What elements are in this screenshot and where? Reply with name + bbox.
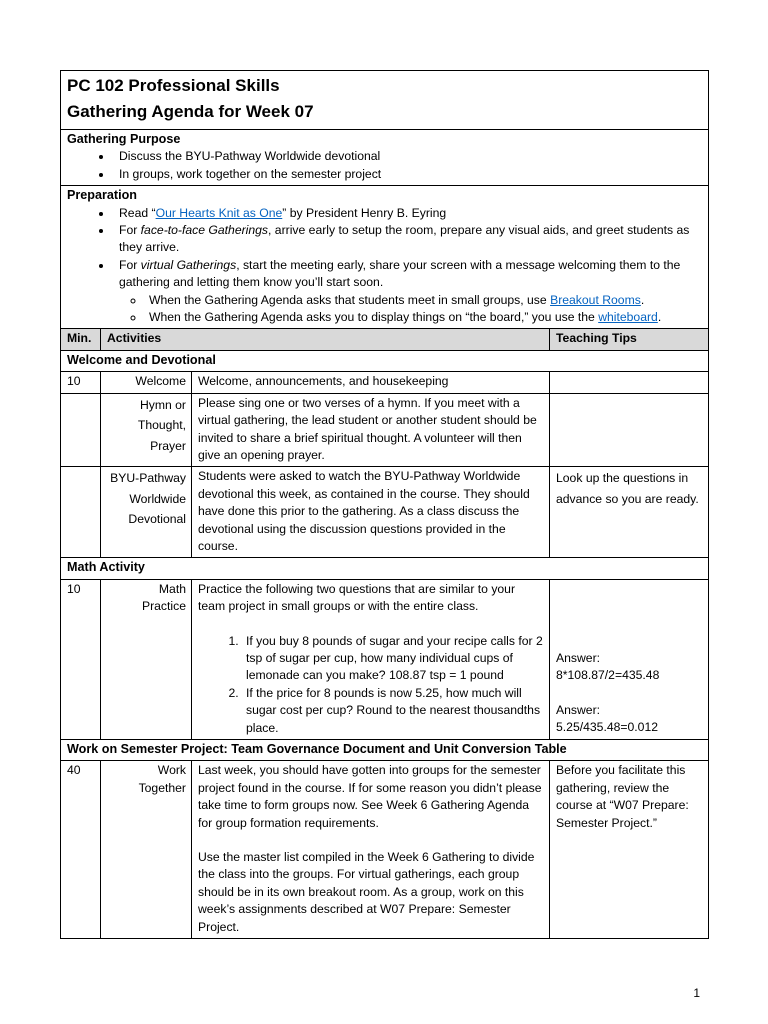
section-row — [61, 558, 709, 579]
teaching-tip: Look up the questions in advance so you are ready. — [550, 467, 709, 558]
spacer — [556, 581, 703, 650]
header-min: Min. — [61, 329, 101, 350]
breakout-rooms-link[interactable]: Breakout Rooms — [550, 292, 641, 307]
minutes-cell — [61, 467, 101, 558]
text-span: For — [119, 257, 141, 272]
section-row — [61, 740, 709, 761]
minutes-cell — [61, 393, 101, 467]
math-section-title: Math Activity — [61, 558, 709, 579]
label-line: Hymn or — [139, 397, 186, 412]
spacer — [198, 832, 544, 849]
welcome-section-title: Welcome and Devotional — [61, 350, 709, 371]
preparation-item-virtual — [113, 257, 703, 327]
table-row — [61, 467, 709, 558]
text-span: When the Gathering Agenda asks you to display things on “the board,” you use the — [149, 310, 599, 325]
activity-text: Welcome, announcements, and housekeeping — [192, 372, 550, 393]
title-row — [61, 71, 709, 130]
whiteboard-link[interactable]: whiteboard — [598, 310, 658, 325]
teaching-tip — [550, 579, 709, 739]
emphasis-text: virtual Gatherings — [140, 257, 237, 272]
minutes-cell: 40 — [61, 761, 101, 939]
header-activities: Activities — [101, 329, 550, 350]
document-title — [61, 71, 709, 130]
text-span: . — [657, 310, 662, 325]
project-section-title: Work on Semester Project: Team Governance Document and Unit Conversion Table — [61, 740, 709, 761]
activity-label — [101, 761, 192, 939]
label-line: Together — [138, 780, 186, 795]
math-question: 2. If the price for 8 pounds is now 5.25, how much will sugar cost per cup? Round to the nearest thousandths place. — [242, 685, 544, 737]
sub-item-whiteboard — [145, 309, 703, 326]
activity-label — [101, 393, 192, 467]
table-row — [61, 579, 709, 739]
text-span: . — [640, 292, 645, 307]
spacer — [198, 616, 544, 633]
section-row — [61, 350, 709, 371]
agenda-title: Gathering Agenda for Week 07 — [67, 102, 314, 121]
table-header-row — [61, 329, 709, 350]
math-intro: Practice the following two questions that are similar to your team project in small groups or with the entire class. — [198, 581, 516, 614]
purpose-list — [67, 148, 703, 183]
activity-label — [101, 467, 192, 558]
purpose-section — [61, 130, 709, 186]
activity-text: Please sing one or two verses of a hymn. If you meet with a virtual gathering, the lead student or another student should be invited to share a brief spiritual thought. A volunteer will then give an opening prayer. — [192, 393, 550, 467]
teaching-tip — [550, 372, 709, 393]
emphasis-text: face-to-face Gatherings — [140, 223, 269, 238]
table-row — [61, 372, 709, 393]
label-line: Work — [157, 763, 186, 778]
devotional-link[interactable]: Our Hearts Knit as One — [155, 205, 283, 220]
activity-text — [192, 579, 550, 739]
minutes-cell: 10 — [61, 372, 101, 393]
virtual-sub-list — [119, 292, 703, 327]
minutes-cell: 10 — [61, 579, 101, 739]
spacer — [556, 685, 703, 702]
text-span: ” by President Henry B. Eyring — [282, 205, 447, 220]
answer-value: 5.25/435.48=0.012 — [556, 719, 658, 734]
text-span: , arrive early to setup the room, prepare any visual aids, and greet students as they arrive. — [119, 223, 690, 255]
teaching-tip — [550, 393, 709, 467]
preparation-heading: Preparation — [67, 188, 137, 203]
math-questions — [198, 633, 544, 737]
activity-text: Students were asked to watch the BYU-Pathway Worldwide devotional this week, as contained in the course. They should have done this prior to the gathering. As a class discuss the devotional using the discussion questions provided in the course. — [192, 467, 550, 558]
activity-label — [101, 579, 192, 739]
purpose-row — [61, 130, 709, 186]
label-line: Devotional — [128, 512, 186, 527]
purpose-item: • In groups, work together on the semester project — [113, 166, 703, 183]
purpose-heading: Gathering Purpose — [67, 132, 181, 146]
preparation-item-read — [113, 205, 703, 222]
project-paragraph: Last week, you should have gotten into groups for the semester project found in the course. If for some reason you didn’t please take time to form groups now. See Week 6 Gathering Agenda for group formation requirements. — [198, 763, 542, 830]
table-row — [61, 761, 709, 939]
page-number: 1 — [693, 986, 700, 1000]
label-line: Thought, — [137, 418, 186, 433]
agenda-table — [60, 70, 709, 939]
label-line: Math — [158, 581, 186, 596]
preparation-row — [61, 186, 709, 329]
text-span: , start the meeting early, share your screen with a message welcoming them to the gathering and letting them know you’ll start soon. — [119, 257, 681, 290]
teaching-tip: Before you facilitate this gathering, review the course at “W07 Prepare: Semester Project.” — [550, 761, 709, 939]
answer-label: Answer: — [556, 650, 601, 665]
preparation-item-face-to-face — [113, 222, 703, 257]
answer-label: Answer: — [556, 702, 601, 717]
preparation-section — [61, 186, 709, 329]
course-title: PC 102 Professional Skills — [67, 76, 280, 95]
label-line: Prayer — [150, 438, 186, 453]
preparation-list — [67, 205, 703, 327]
text-span: For — [119, 223, 141, 238]
text-span: When the Gathering Agenda asks that students meet in small groups, use — [149, 292, 551, 307]
project-paragraph: Use the master list compiled in the Week 6 Gathering to divide the class into the groups. For virtual gatherings, each group should be in its own breakout room. As a group, work on this week’s assignments described at W07 Prepare: Semester Project. — [198, 850, 535, 934]
answer-value: 8*108.87/2=435.48 — [556, 668, 660, 683]
header-tips: Teaching Tips — [550, 329, 709, 350]
math-question: 1. If you buy 8 pounds of sugar and your recipe calls for 2 tsp of sugar per cup, how many individual cups of lemonade can you make? 108.87 tsp = 1 pound — [242, 633, 544, 685]
agenda-document — [60, 70, 708, 939]
purpose-item: • Discuss the BYU-Pathway Worldwide devotional — [113, 148, 703, 165]
sub-item-breakout — [145, 292, 703, 309]
table-row — [61, 393, 709, 467]
activity-label: Welcome — [101, 372, 192, 393]
label-line: Practice — [141, 599, 186, 614]
label-line: BYU-Pathway — [110, 471, 186, 486]
activity-text — [192, 761, 550, 939]
label-line: Worldwide — [129, 491, 186, 506]
text-span: Read “ — [119, 205, 156, 220]
